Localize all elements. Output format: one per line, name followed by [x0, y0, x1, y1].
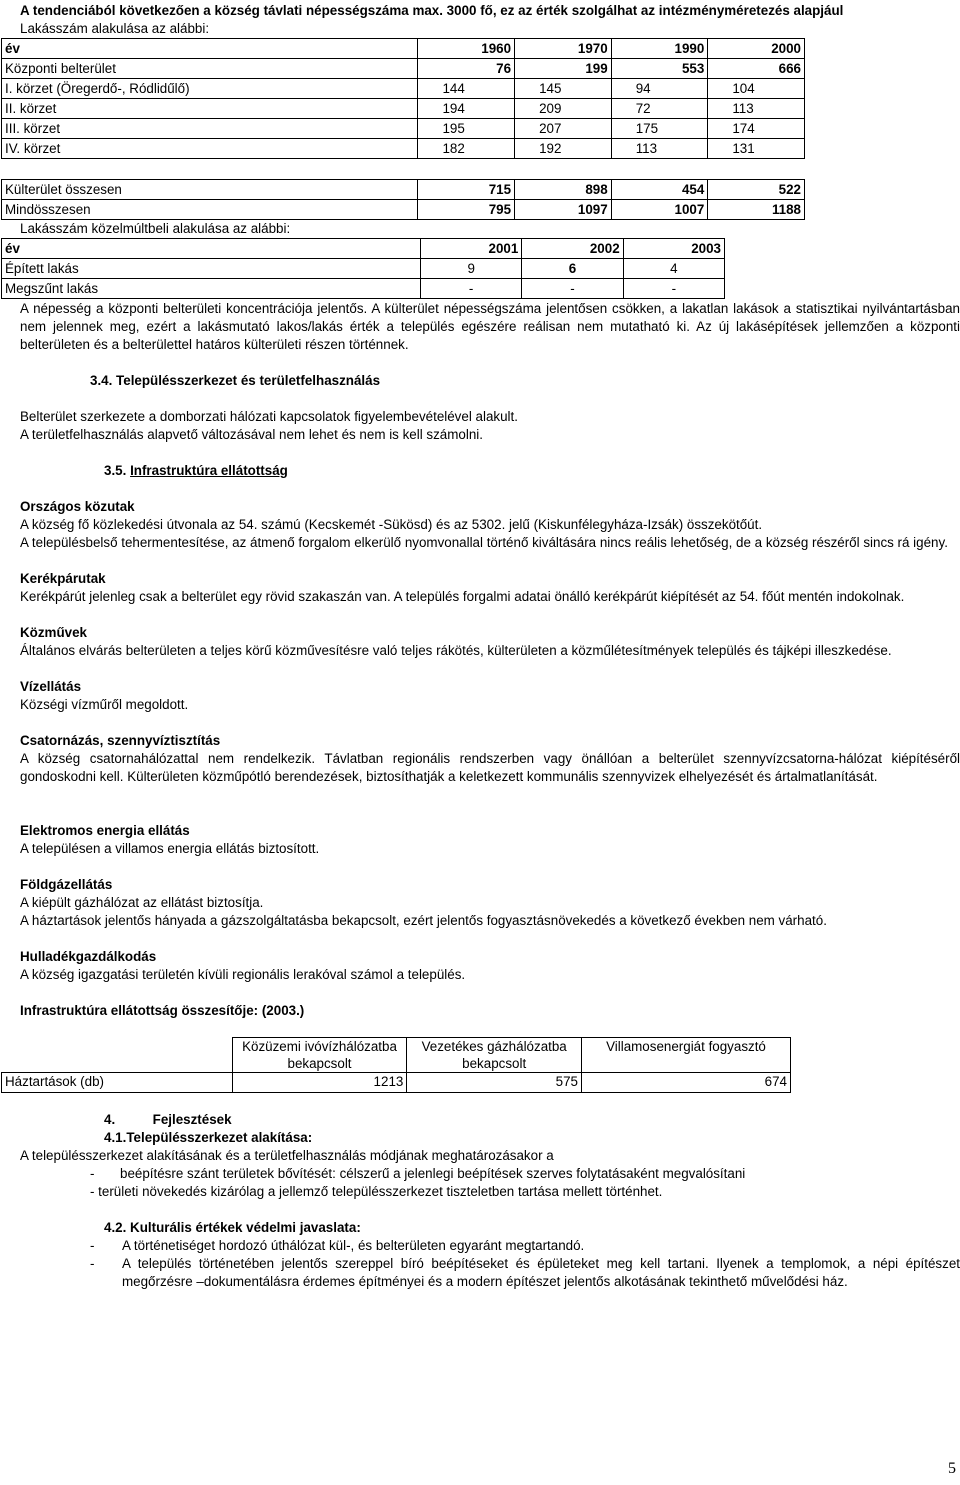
subheading: Infrastruktúra ellátottság összesítője: (2003.)	[20, 1003, 305, 1018]
table-row	[2, 139, 805, 159]
subheading: Kerékpárutak	[20, 571, 106, 586]
cell: 9	[421, 259, 522, 279]
cell: 113	[611, 139, 708, 159]
subheading: Vízellátás	[20, 679, 82, 694]
header-cell: Villamosenergiát fogyasztó	[582, 1038, 791, 1073]
header-cell: 1960	[418, 39, 515, 59]
cell: 522	[708, 180, 805, 200]
intro-line: A tendenciából következően a község távlati népességszáma max. 3000 fő, ez az érték szolgálhat az intézményméretezés alapjául	[20, 3, 844, 18]
page-number: 5	[948, 1460, 956, 1477]
bullet-list	[20, 1237, 960, 1291]
cell: 144	[418, 79, 515, 99]
cell: 1097	[515, 200, 612, 220]
bullet-list	[20, 1165, 960, 1201]
header-cell: 2000	[708, 39, 805, 59]
subheading: 4.1.Településszerkezet alakítása:	[104, 1130, 313, 1145]
cell: 113	[708, 99, 805, 119]
table-row	[2, 99, 805, 119]
paragraph: A háztartások jelentős hányada a gázszolgáltatásba bekapcsolt, ezért jelentős fogyasztásnövekedés a következő években nem várható.	[20, 913, 827, 928]
subheading: Közművek	[20, 625, 87, 640]
paragraph: A településen a villamos energia ellátás biztosított.	[20, 841, 320, 856]
table-row	[2, 79, 805, 99]
cell: 192	[515, 139, 612, 159]
cell: 131	[708, 139, 805, 159]
section-heading	[20, 1111, 960, 1129]
row-label: Háztartások (db)	[2, 1073, 233, 1093]
cell: 175	[611, 119, 708, 139]
cell: 76	[418, 59, 515, 79]
row-label: Épített lakás	[2, 259, 421, 279]
header-cell: 2003	[623, 239, 724, 259]
cell: 207	[515, 119, 612, 139]
list-item: - területi növekedés kizárólag a jellemző településszerkezet tiszteletben tartása mellett történhet.	[90, 1184, 663, 1199]
row-label: IV. körzet	[2, 139, 418, 159]
population-table	[1, 38, 805, 220]
paragraph: Általános elvárás belterületen a teljes körű közművesítésre való teljes rákötés, külterületen a közműlétesítmények település és tájképi illeszkedése.	[20, 643, 892, 658]
paragraph: A településbelső tehermentesítése, az átmenő forgalom elkerülő nyomvonallal történő kiváltására nincs reális lehetőség, de a község részéről sincs rá igény.	[20, 535, 948, 550]
table-row	[2, 279, 725, 299]
row-label: Központi belterület	[2, 59, 418, 79]
cell: -	[421, 279, 522, 299]
header-cell: Vezetékes gázhálózatba bekapcsolt	[407, 1038, 582, 1073]
cell: -	[522, 279, 623, 299]
table-caption: Lakásszám alakulása az alábbi:	[20, 21, 210, 36]
cell: 4	[623, 259, 724, 279]
cell: 104	[708, 79, 805, 99]
row-label: II. körzet	[2, 99, 418, 119]
row-label: Külterület összesen	[2, 180, 418, 200]
infrastructure-table	[1, 1037, 791, 1093]
paragraph: Kerékpárút jelenleg csak a belterület egy rövid szakaszán van. A település forgalmi adatai önálló kerékpárút kiépítését az 54. főút mentén indokolnak.	[20, 589, 905, 604]
row-label: I. körzet (Öregerdő-, Ródlidűlő)	[2, 79, 418, 99]
cell: 454	[611, 180, 708, 200]
table-row	[2, 119, 805, 139]
cell: 194	[418, 99, 515, 119]
header-cell: Közüzemi ivóvízhálózatba bekapcsolt	[232, 1038, 407, 1073]
dwellings-table	[1, 238, 725, 299]
section-number: 4.	[104, 1112, 116, 1127]
subheading: Földgázellátás	[20, 877, 113, 892]
cell: 575	[407, 1073, 582, 1093]
subheading: Elektromos energia ellátás	[20, 823, 190, 838]
row-label: Mindösszesen	[2, 200, 418, 220]
cell: 674	[582, 1073, 791, 1093]
table-row	[2, 59, 805, 79]
section-heading	[20, 462, 960, 480]
cell: 6	[522, 259, 623, 279]
paragraph: A településszerkezet alakításának és a területfelhasználás módjának meghatározásakor a	[20, 1148, 554, 1163]
cell: 898	[515, 180, 612, 200]
section-heading: 3.4. Településszerkezet és területfelhasználás	[90, 373, 381, 388]
table-spacer-row	[2, 159, 805, 180]
subheading: Országos közutak	[20, 499, 135, 514]
table-header-row	[2, 239, 725, 259]
header-cell: év	[2, 239, 421, 259]
cell: 199	[515, 59, 612, 79]
subheading: Hulladékgazdálkodás	[20, 949, 157, 964]
header-cell: 1970	[515, 39, 612, 59]
cell: 553	[611, 59, 708, 79]
list-item: - A település történetében jelentős szereppel bíró beépítéseket és épületeket meg kell tartani. Ilyenek a templomok, a népi építészet megőrzésre –dokumentálásra érdemes építményei és a modern építészet jelentős alkotásának tekinthető művelődési ház.	[90, 1256, 960, 1289]
paragraph: A község igazgatási területén kívüli regionális lerakóval számol a település.	[20, 967, 466, 982]
section-number: 3.5.	[104, 463, 127, 478]
cell: 666	[708, 59, 805, 79]
cell: 94	[611, 79, 708, 99]
table-row	[2, 200, 805, 220]
subheading: 4.2. Kulturális értékek védelmi javaslata:	[104, 1220, 361, 1235]
section-title: Fejlesztések	[152, 1112, 232, 1127]
header-cell: 2002	[522, 239, 623, 259]
paragraph: Belterület szerkezete a domborzati hálózati kapcsolatok figyelembevételével alakult.	[20, 409, 518, 424]
cell: 1007	[611, 200, 708, 220]
cell: 182	[418, 139, 515, 159]
subheading: Csatornázás, szennyvíztisztítás	[20, 733, 221, 748]
paragraph: A kiépült gázhálózat az ellátást biztosítja.	[20, 895, 264, 910]
list-item: - A történetiséget hordozó úthálózat kül-, és belterületen egyaránt megtartandó.	[90, 1238, 585, 1253]
table-header-row	[2, 39, 805, 59]
cell: 795	[418, 200, 515, 220]
cell: 145	[515, 79, 612, 99]
header-cell: év	[2, 39, 418, 59]
section-title: Infrastruktúra ellátottság	[130, 463, 288, 478]
paragraph: A népesség a központi belterületi koncentrációja jelentős. A külterület népességszáma jelentősen csökken, a lakatlan lakások a statisztikai nyilvántartásban nem jelennek meg, ezért a lakásmutató lakos/lakás érték a település egészére reálisan nem mutatható ki. Az új lakásépítések jellemzően a központi belterületen és a belterülettel határos külterületi részen történnek.	[20, 301, 960, 352]
paragraph: A község csatornahálózattal nem rendelkezik. Távlatban regionális rendszerben vagy önállóan a belterület szennyvízcsatorna-hálózat kiépítéséről gondoskodni kell. Külterületen közműpótló berendezések, biztosíthatják a keletkezett kommunális szennyvizek elhelyezését és ártalmatlanítását.	[20, 751, 960, 784]
cell: 1188	[708, 200, 805, 220]
header-cell: 2001	[421, 239, 522, 259]
cell: 715	[418, 180, 515, 200]
paragraph: A község fő közlekedési útvonala az 54. számú (Kecskemét -Sükösd) és az 5302. jelű (Kiskunfélegyháza-Izsák) összekötőút.	[20, 517, 763, 532]
table-row	[2, 180, 805, 200]
row-label: III. körzet	[2, 119, 418, 139]
cell: 72	[611, 99, 708, 119]
paragraph: A területfelhasználás alapvető változásával nem lehet és nem is kell számolni.	[20, 427, 483, 442]
cell: 174	[708, 119, 805, 139]
table-header-row	[2, 1038, 791, 1073]
cell: -	[623, 279, 724, 299]
document-page	[5, 0, 960, 1291]
paragraph: Községi vízműről megoldott.	[20, 697, 189, 712]
table-row	[2, 259, 725, 279]
row-label: Megszűnt lakás	[2, 279, 421, 299]
cell: 1213	[232, 1073, 407, 1093]
cell: 209	[515, 99, 612, 119]
table-row	[2, 1073, 791, 1093]
table-caption: Lakásszám közelmúltbeli alakulása az alábbi:	[20, 221, 291, 236]
cell: 195	[418, 119, 515, 139]
header-cell: 1990	[611, 39, 708, 59]
list-item: - beépítésre szánt területek bővítését: célszerű a jelenlegi beépítések szerves folytatásaként megvalósítani	[90, 1166, 746, 1181]
